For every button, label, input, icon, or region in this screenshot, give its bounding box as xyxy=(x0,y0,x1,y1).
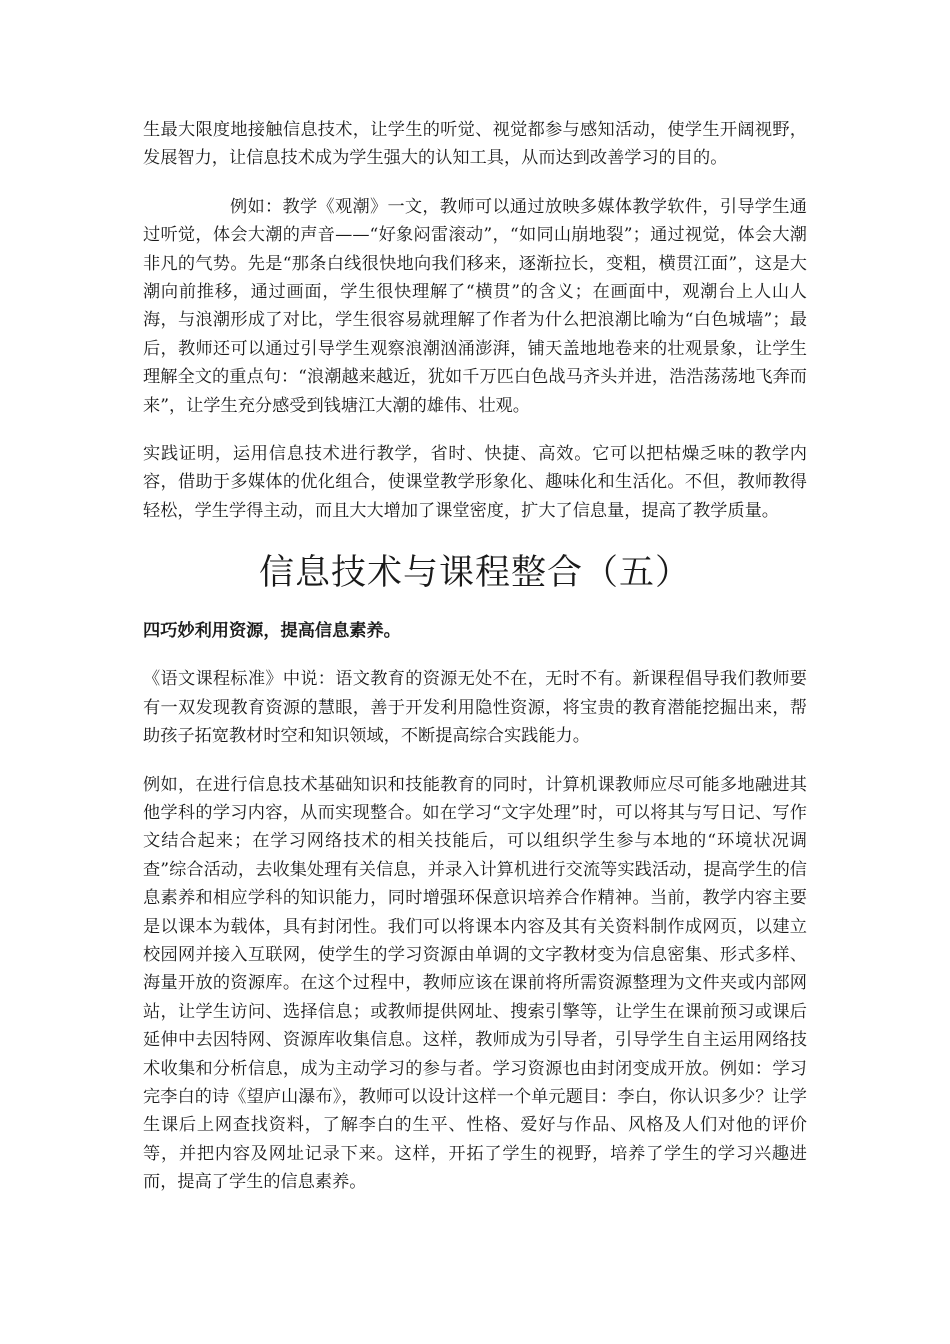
section-subheading: 四巧妙利用资源，提高信息素养。 xyxy=(143,621,401,642)
paragraph-example-integration: 例如，在进行信息技术基础知识和技能教育的同时，计算机课教师应尽可能多地融进其他学科的学习内容，从而实现整合。如在学习“文字处理”时，可以将其与写日记、写作文结合起来；在学习网络技术的相关技能后，可以组织学生参与本地的“环境状况调查”综合活动，去收集处理有关信息，并录入计算机进行交流等实践活动，提高学生的信息素养和相应学科的知识能力，同时增强环保意识培养合作精神。当前，教学内容主要是以课本为载体，具有封闭性。我们可以将课本内容及其有关资料制作成网页，以建立校园网并接入互联网，使学生的学习资源由单调的文字教材变为信息密集、形式多样、海量开放的资源库。在这个过程中，教师应该在课前将所需资源整理为文件夹或内部网站，让学生访问、选择信息；或教师提供网址、搜索引擎等，让学生在课前预习或课后延伸中去因特网、资源库收集信息。这样，教师成为引导者，引导学生自主运用网络技术收集和分析信息，成为主动学习的参与者。学习资源也由封闭变成开放。例如：学习完李白的诗《望庐山瀑布》，教师可以设计这样一个单元题目：李白，你认识多少？让学生课后上网查找资料，了解李白的生平、性格、爱好与作品、风格及人们对他的评价等，并把内容及网址记录下来。这样，开拓了学生的视野，培养了学生的学习兴趣进而，提高了学生的信息素养。 xyxy=(143,774,807,1193)
paragraph-curriculum-standard: 《语文课程标准》中说：语文教育的资源无处不在，无时不有。新课程倡导我们教师要有一双发现教育资源的慧眼，善于开发利用隐性资源，将宝贵的教育潜能挖掘出来，帮助孩子拓宽教材时空和知识领域，不断提高综合实践能力。 xyxy=(143,669,807,747)
paragraph-continuation: 生最大限度地接触信息技术，让学生的听觉、视觉都参与感知活动，使学生开阔视野，发展智力，让信息技术成为学生强大的认知工具，从而达到改善学习的目的。 xyxy=(143,120,807,169)
paragraph-practice-proves: 实践证明，运用信息技术进行教学，省时、快捷、高效。它可以把枯燥乏味的教学内容，借助于多媒体的优化组合，使课堂教学形象化、趣味化和生活化。不但，教师教得轻松，学生学得主动，而且大大增加了课堂密度，扩大了信息量，提高了教学质量。 xyxy=(143,444,807,521)
document-page xyxy=(143,116,807,1197)
paragraph-example-guanchao: 例如：教学《观潮》一文，教师可以通过放映多媒体教学软件，引导学生通过听觉，体会大潮的声音——“好象闷雷滚动”，“如同山崩地裂”；通过视觉，体会大潮非凡的气势。先是“那条白线很快地向我们移来，逐渐拉长，变粗，横贯江面”，这是大潮向前推移，通过画面，学生很快理解了“横贯”的含义；在画面中，观潮台上人山人海，与浪潮形成了对比，学生很容易就理解了作者为什么把浪潮比喻为“白色城墙”；最后，教师还可以通过引导学生观察浪潮汹涌澎湃，铺天盖地地卷来的壮观景象，让学生理解全文的重点句：“浪潮越来越近，犹如千万匹白色战马齐头并进，浩浩荡荡地飞奔而来”，让学生充分感受到钱塘江大潮的雄伟、壮观。 xyxy=(143,196,807,416)
section-title: 信息技术与课程整合（五） xyxy=(258,553,691,594)
